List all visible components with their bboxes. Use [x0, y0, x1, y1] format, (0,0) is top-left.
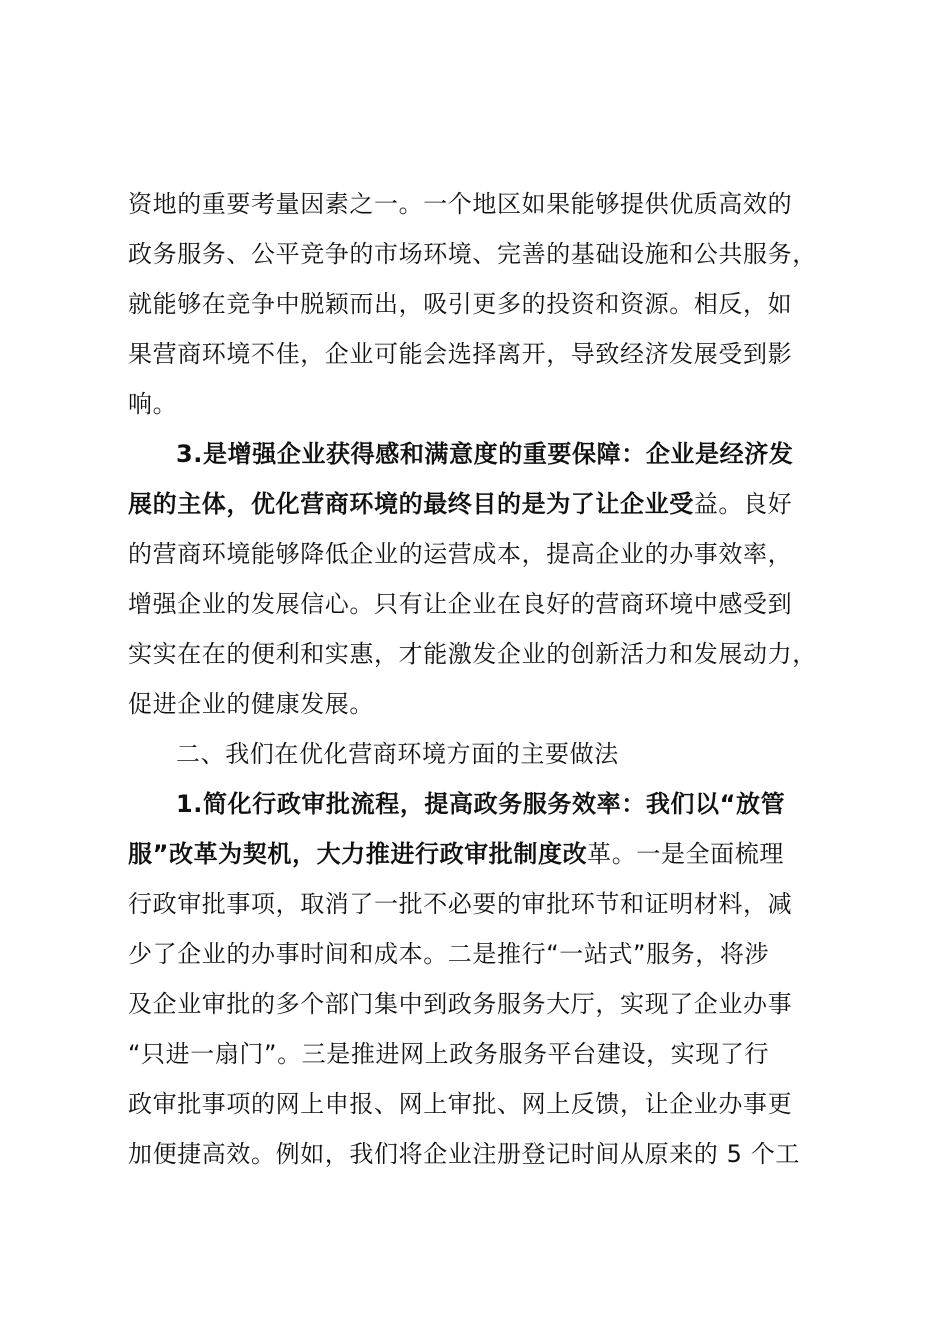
paragraph-line: 加便捷高效。例如，我们将企业注册登记时间从原来的 5 个工 [128, 1140, 800, 1168]
paragraph-line: 政审批事项的网上申报、网上审批、网上反馈，让企业办事更 [128, 1090, 793, 1118]
section-item-heading-continued: 服”改革为契机，大力推进行政审批制度改 [128, 840, 588, 868]
paragraph-line: 果营商环境不佳，企业可能会选择离开，导致经济发展受到影 [128, 340, 793, 368]
paragraph-line: 就能够在竞争中脱颖而出，吸引更多的投资和资源。相反，如 [128, 290, 793, 318]
section-item-heading: 1.简化行政审批流程，提高政务服务效率：我们以“放管 [176, 790, 786, 818]
paragraph-line: 少了企业的办事时间和成本。二是推行“一站式”服务，将涉 [128, 940, 770, 968]
paragraph-line [128, 488, 792, 520]
section-item-heading: 3.是增强企业获得感和满意度的重要保障：企业是经济发 [176, 440, 794, 468]
paragraph-line: 实实在在的便利和实惠，才能激发企业的创新活力和发展动力， [128, 640, 817, 668]
paragraph-line: 促进企业的健康发展。 [128, 690, 374, 718]
paragraph-line: 行政审批事项，取消了一批不必要的审批环节和证明材料，减 [128, 890, 793, 918]
paragraph-line [128, 838, 784, 870]
paragraph-text: 革。一是全面梳理 [587, 840, 784, 868]
paragraph-line: 增强企业的发展信心。只有让企业在良好的营商环境中感受到 [128, 590, 793, 618]
paragraph-line: 政务服务、公平竞争的市场环境、完善的基础设施和公共服务， [128, 240, 817, 268]
paragraph-line: 及企业审批的多个部门集中到政务服务大厅，实现了企业办事 [128, 990, 793, 1018]
paragraph-line: 响。 [128, 390, 178, 418]
section-heading: 二、我们在优化营商环境方面的主要做法 [176, 740, 619, 768]
paragraph-line: 资地的重要考量因素之一。一个地区如果能够提供优质高效的 [128, 190, 793, 218]
paragraph-line: “只进一扇门”。三是推进网上政务服务平台建设，实现了行 [128, 1040, 770, 1068]
section-item-heading-continued: 展的主体，优化营商环境的最终目的是为了让企业受 [128, 490, 694, 518]
paragraph-text: 益。良好 [693, 490, 793, 518]
paragraph-line: 的营商环境能够降低企业的运营成本，提高企业的办事效率， [128, 540, 793, 568]
